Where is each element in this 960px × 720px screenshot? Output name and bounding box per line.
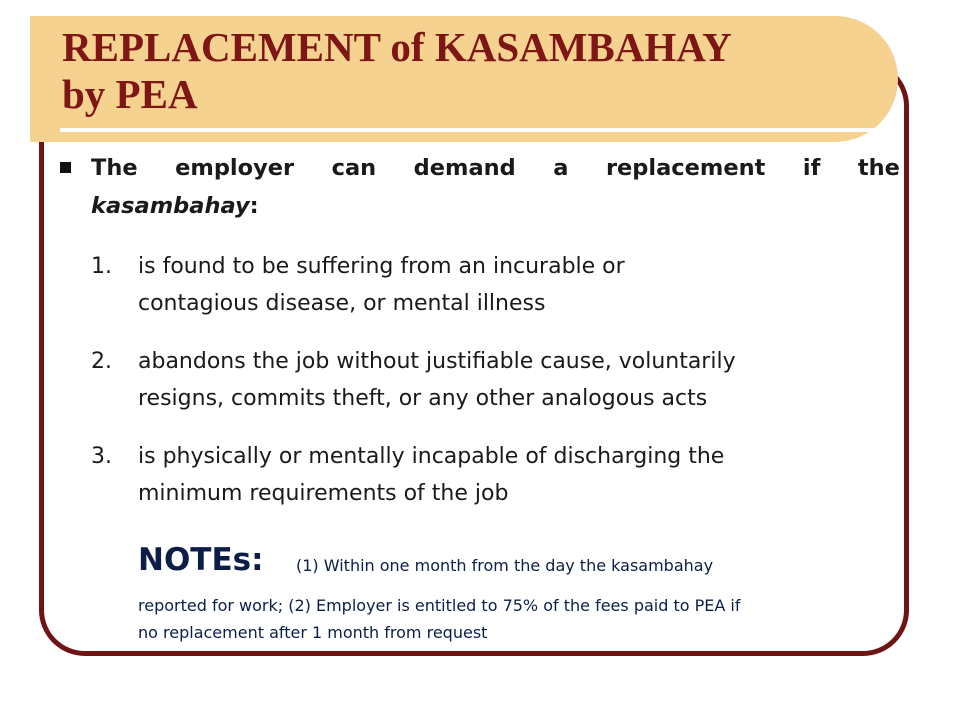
lead-word: a [553, 155, 569, 181]
list-item-number: 3. [91, 444, 112, 469]
notes-label: NOTEs: [138, 542, 264, 578]
list-item-text-line2: minimum requirements of the job [138, 481, 509, 506]
notes-text-line3: no replacement after 1 month from request [138, 623, 488, 642]
list-item-number: 1. [91, 254, 112, 279]
lead-statement-line2 [91, 190, 259, 222]
lead-word: if [802, 155, 821, 181]
notes-text-line2: reported for work; (2) Employer is entitled to 75% of the fees paid to PEA if [138, 596, 741, 615]
lead-word: employer [175, 155, 295, 181]
lead-word: The [91, 155, 138, 181]
lead-colon: : [249, 193, 259, 219]
lead-word: the [857, 155, 900, 181]
slide-title [62, 24, 862, 118]
lead-word: demand [413, 155, 516, 181]
list-item-number: 2. [91, 349, 112, 374]
list-item-text-line1: is found to be suffering from an incurable or [138, 254, 625, 279]
lead-word: can [331, 155, 377, 181]
lead-statement-line1 [91, 152, 900, 184]
slide-title-line1: REPLACEMENT of KASAMBAHAY [62, 24, 732, 70]
list-item-text-line2: resigns, commits theft, or any other analogous acts [138, 386, 708, 411]
list-item-text-line1: abandons the job without justifiable cause, voluntarily [138, 349, 736, 374]
list-item-text-line1: is physically or mentally incapable of discharging the [138, 444, 725, 469]
slide-title-line2: by PEA [62, 71, 198, 117]
lead-italic-term: kasambahay [91, 193, 250, 219]
notes-text-line1: (1) Within one month from the day the kasambahay [296, 556, 714, 575]
title-underline [60, 128, 876, 132]
lead-word: replacement [605, 155, 766, 181]
list-item-text-line2: contagious disease, or mental illness [138, 291, 546, 316]
square-bullet-icon [60, 162, 71, 173]
